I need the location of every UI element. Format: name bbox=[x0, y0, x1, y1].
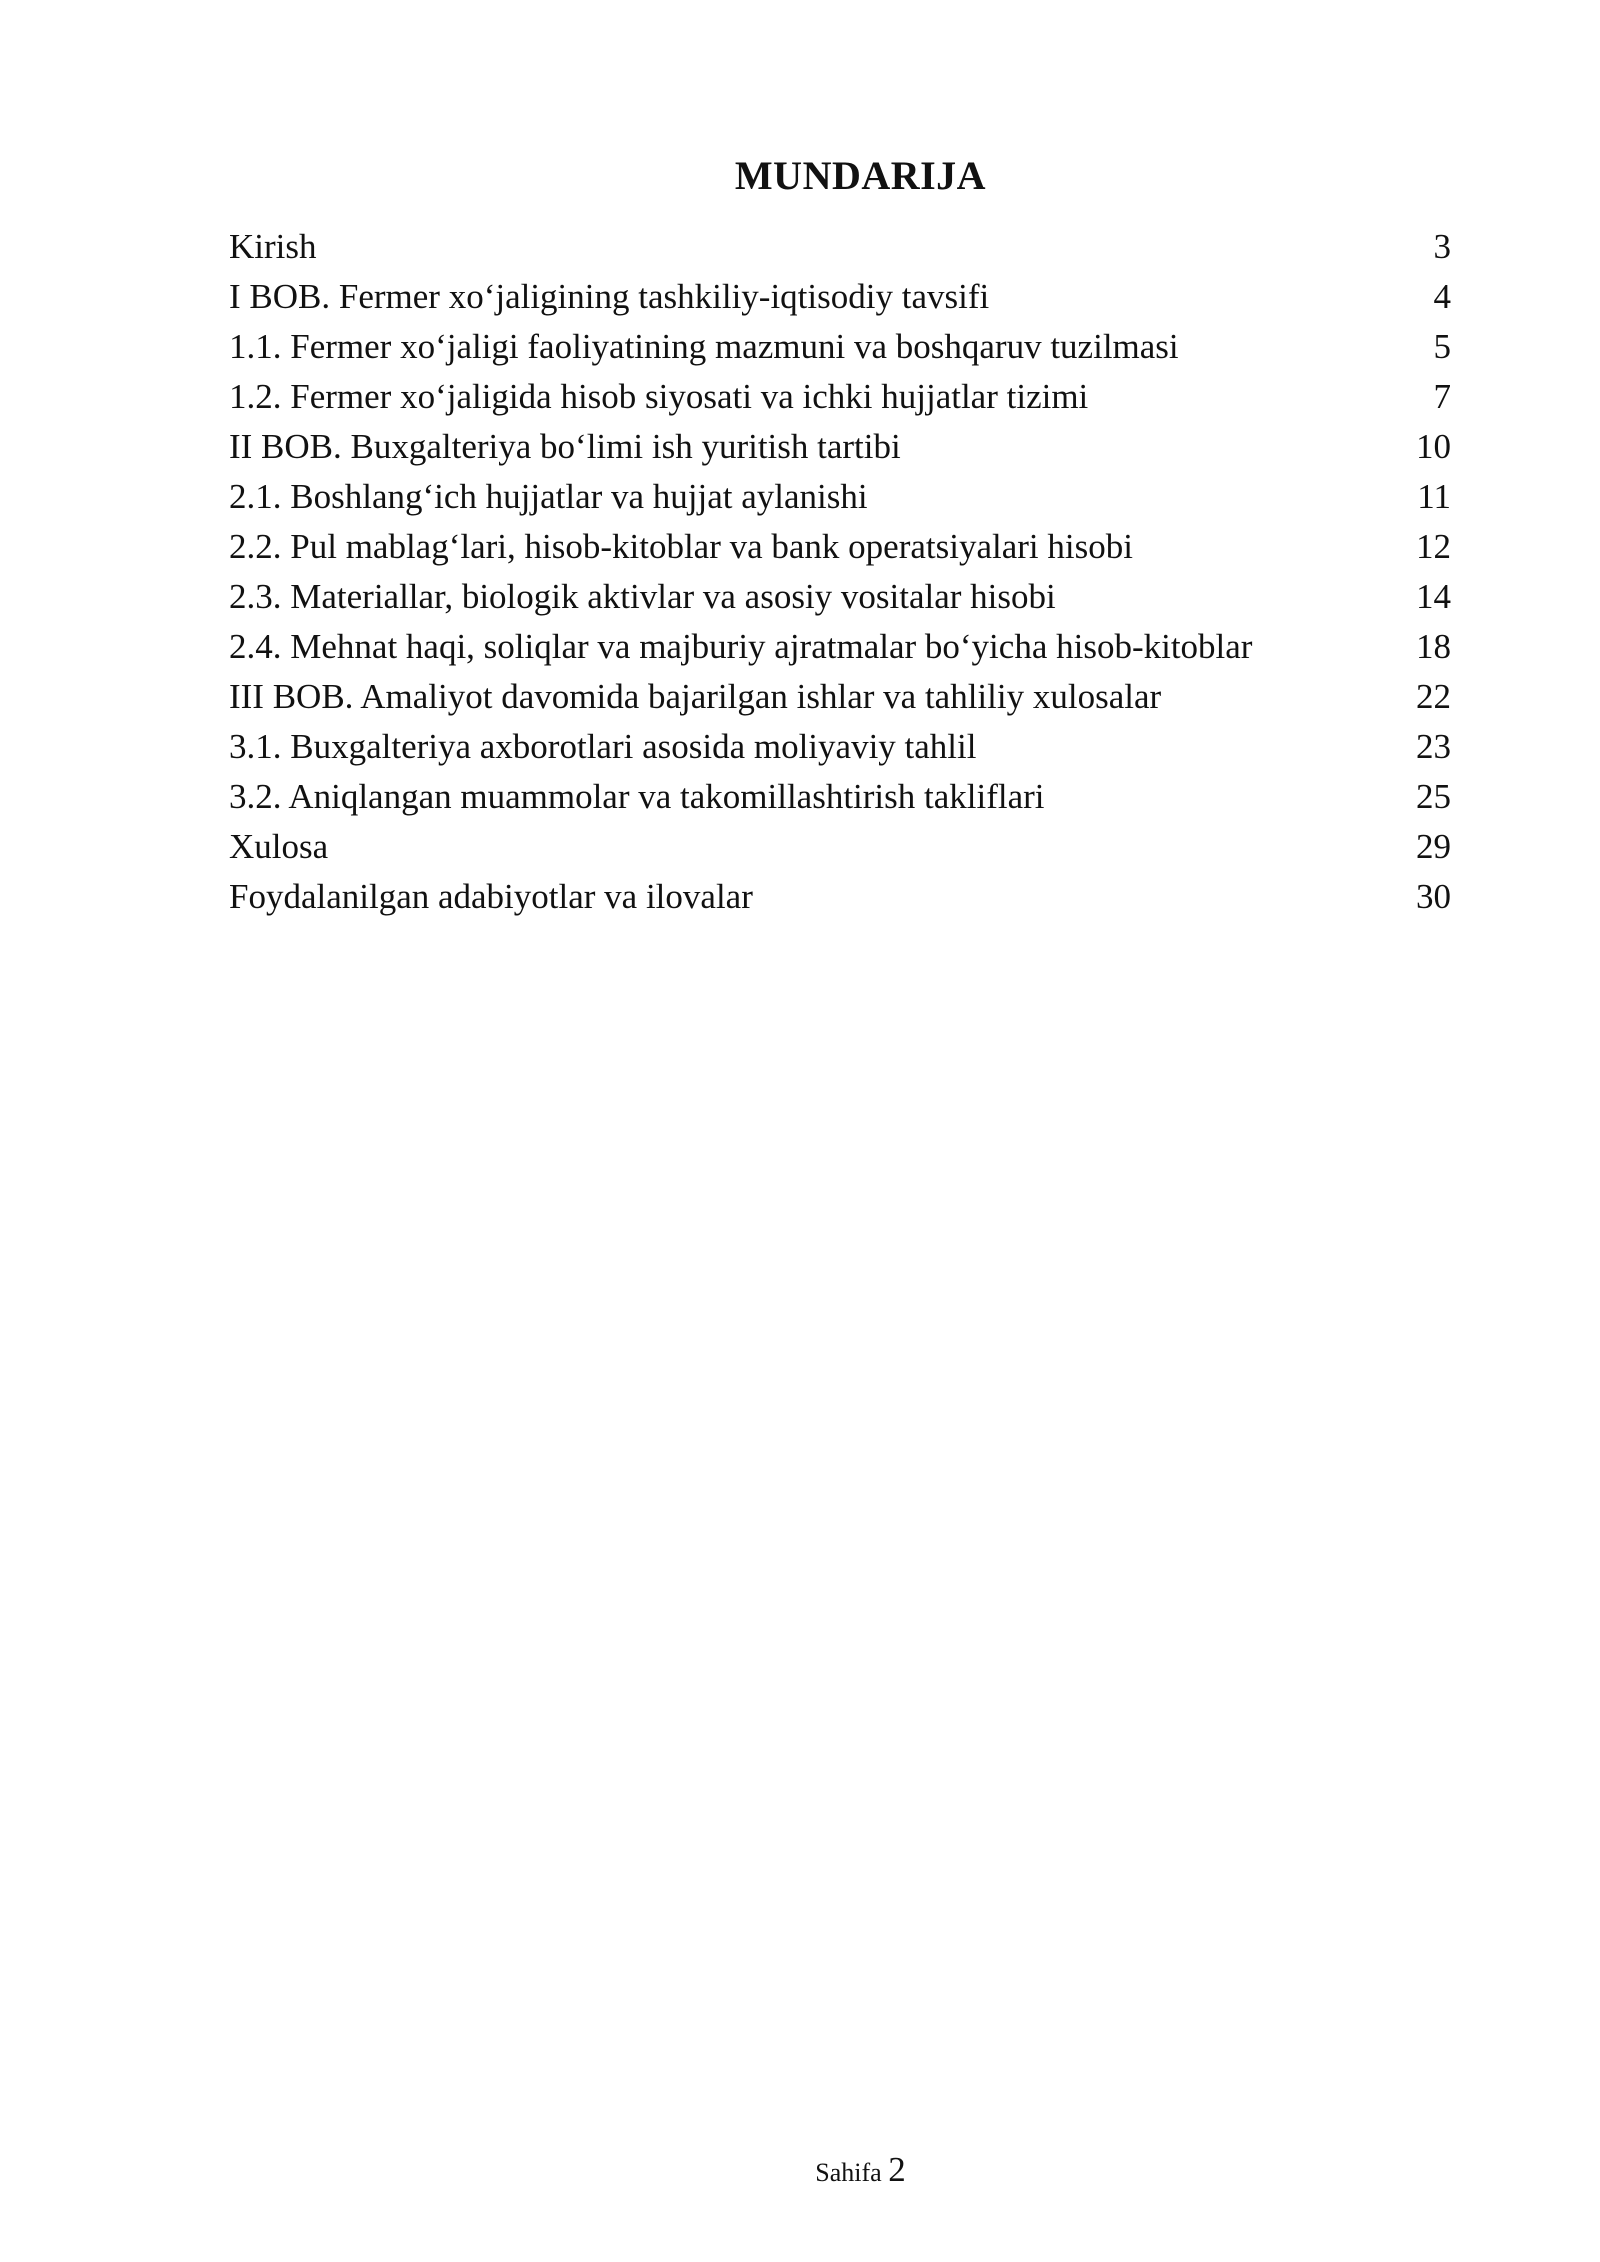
toc-entry-page: 11 bbox=[1417, 477, 1451, 516]
toc-entry-page: 5 bbox=[1433, 327, 1451, 366]
page-title: MUNDARIJA bbox=[734, 153, 987, 198]
toc-entry bbox=[229, 822, 1451, 872]
toc-entry bbox=[229, 322, 1451, 372]
toc-entry-page: 12 bbox=[1416, 527, 1451, 566]
toc-entry-page: 4 bbox=[1433, 277, 1451, 316]
toc-entry-label: Kirish bbox=[229, 227, 317, 266]
toc-entry-page: 7 bbox=[1433, 377, 1451, 416]
toc-entry bbox=[229, 872, 1451, 922]
toc-entry-page: 22 bbox=[1416, 677, 1451, 716]
toc-entry bbox=[229, 272, 1451, 322]
toc-entry-page: 30 bbox=[1416, 877, 1451, 916]
toc-entry-label: II BOB. Buxgalteriya bo‘limi ish yuritish tartibi bbox=[229, 427, 901, 466]
toc-entry bbox=[229, 222, 1451, 272]
toc-entry-page: 14 bbox=[1416, 577, 1451, 616]
toc-entry-label: Foydalanilgan adabiyotlar va ilovalar bbox=[229, 877, 753, 916]
toc-entry bbox=[229, 522, 1451, 572]
toc-entry-page: 23 bbox=[1416, 727, 1451, 766]
toc-entry bbox=[229, 772, 1451, 822]
toc-entry-label: 2.4. Mehnat haqi, soliqlar va majburiy ajratmalar bo‘yicha hisob-kitoblar bbox=[229, 627, 1253, 666]
toc-entry-label: Xulosa bbox=[229, 827, 329, 866]
footer-page-number: 2 bbox=[888, 2150, 906, 2189]
toc-entry bbox=[229, 572, 1451, 622]
toc-entry-label: 2.3. Materiallar, biologik aktivlar va asosiy vositalar hisobi bbox=[229, 577, 1056, 616]
toc-entry-label: 1.2. Fermer xo‘jaligida hisob siyosati va ichki hujjatlar tizimi bbox=[229, 377, 1089, 416]
toc-entry-page: 18 bbox=[1416, 627, 1451, 666]
toc-entry-label: 2.2. Pul mablag‘lari, hisob-kitoblar va bank operatsiyalari hisobi bbox=[229, 527, 1133, 566]
toc-entry-page: 25 bbox=[1416, 777, 1451, 816]
toc-entry-label: 1.1. Fermer xo‘jaligi faoliyatining mazmuni va boshqaruv tuzilmasi bbox=[229, 327, 1179, 366]
toc-entry-label: 2.1. Boshlang‘ich hujjatlar va hujjat aylanishi bbox=[229, 477, 868, 516]
toc-entry-page: 29 bbox=[1416, 827, 1451, 866]
toc-entry bbox=[229, 622, 1451, 672]
footer-label: Sahifa bbox=[815, 2158, 882, 2187]
toc-entry-label: 3.1. Buxgalteriya axborotlari asosida moliyaviy tahlil bbox=[229, 727, 977, 766]
toc-entry-label: 3.2. Aniqlangan muammolar va takomillashtirish takliflari bbox=[229, 777, 1045, 816]
toc-entry-label: III BOB. Amaliyot davomida bajarilgan ishlar va tahliliy xulosalar bbox=[229, 677, 1162, 716]
toc-entry bbox=[229, 422, 1451, 472]
table-of-contents bbox=[229, 222, 1451, 922]
page-footer bbox=[0, 2150, 1600, 2190]
toc-entry-page: 10 bbox=[1416, 427, 1451, 466]
toc-entry-page: 3 bbox=[1433, 227, 1451, 266]
toc-entry bbox=[229, 722, 1451, 772]
toc-entry bbox=[229, 472, 1451, 522]
toc-entry-label: I BOB. Fermer xo‘jaligining tashkiliy-iqtisodiy tavsifi bbox=[229, 277, 990, 316]
toc-entry bbox=[229, 672, 1451, 722]
toc-entry bbox=[229, 372, 1451, 422]
